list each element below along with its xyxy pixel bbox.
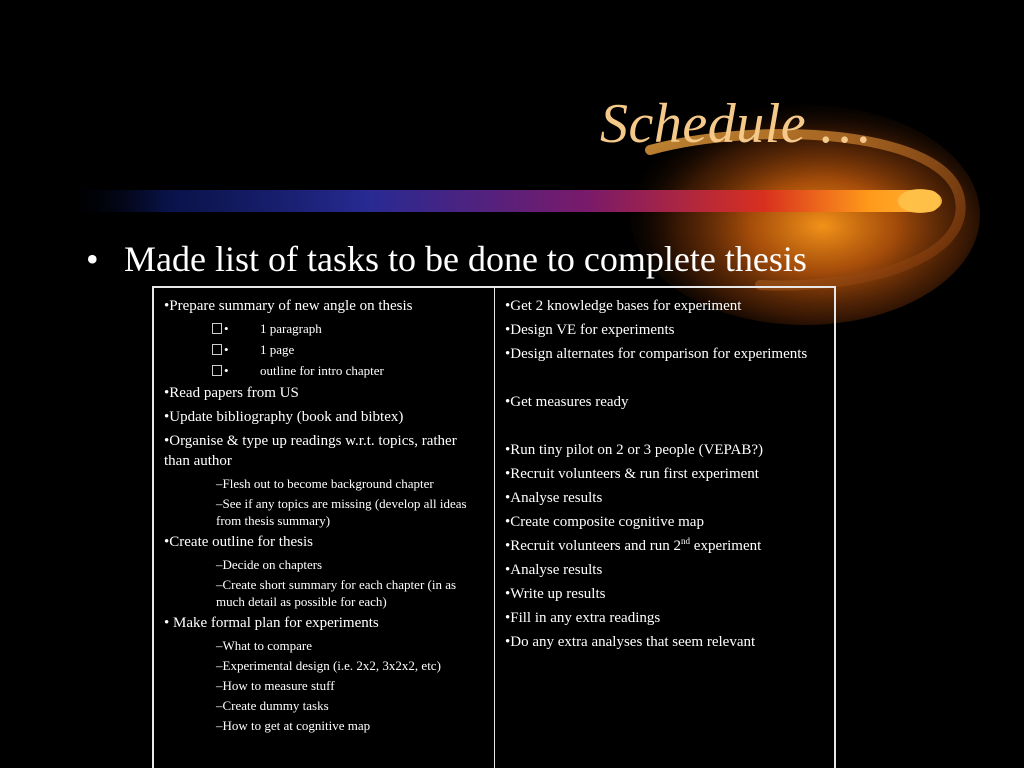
missing-glyph-icon xyxy=(212,365,222,376)
main-bullet xyxy=(86,240,946,280)
ordinal-suffix: nd xyxy=(681,536,691,546)
sub-task-item: –How to get at cognitive map xyxy=(216,718,371,733)
task-item: •Create composite cognitive map xyxy=(505,514,704,530)
sub-bullet-text: 1 page xyxy=(260,342,295,357)
missing-glyph-icon xyxy=(212,344,222,355)
task-item xyxy=(505,536,824,556)
task-item: •Create outline for thesis xyxy=(164,534,313,550)
task-item: •Run tiny pilot on 2 or 3 people (VEPAB?) xyxy=(505,442,764,458)
task-item: •Recruit volunteers & run first experiment xyxy=(505,466,759,482)
spacer xyxy=(505,416,824,440)
task-item: •Read papers from US xyxy=(164,385,299,401)
missing-glyph-icon xyxy=(212,323,222,334)
sub-task-item: –See if any topics are missing (develop all ideas from thesis summary) xyxy=(216,496,467,528)
sub-task-item: –How to measure stuff xyxy=(216,678,335,693)
task-item: •Do any extra analyses that seem relevant xyxy=(505,634,756,650)
task-item: • Make formal plan for experiments xyxy=(164,615,379,631)
sub-task-item: –Create dummy tasks xyxy=(216,698,329,713)
task-table xyxy=(152,286,836,768)
sub-task-item: –Decide on chapters xyxy=(216,557,323,572)
sub-task-item: –Create short summary for each chapter (in as much detail as possible for each) xyxy=(216,577,457,609)
task-item: •Prepare summary of new angle on thesis xyxy=(164,298,413,314)
task-text: •Recruit volunteers and run 2 xyxy=(505,538,682,554)
sub-bullet-item xyxy=(212,362,484,379)
slide-title: Schedule … xyxy=(600,93,871,155)
sub-bullet-item xyxy=(212,320,484,337)
task-column-right xyxy=(495,288,834,768)
task-item: •Design alternates for comparison for experiments xyxy=(505,346,808,362)
spacer xyxy=(505,368,824,392)
sub-bullet-dot: • xyxy=(224,321,229,336)
task-text-tail: experiment xyxy=(690,538,762,554)
sub-bullet-item xyxy=(212,341,484,358)
sub-bullet-dot: • xyxy=(224,363,229,378)
task-item: •Write up results xyxy=(505,586,606,602)
task-item: •Update bibliography (book and bibtex) xyxy=(164,409,404,425)
sub-task-item: –What to compare xyxy=(216,638,313,653)
task-item: •Analyse results xyxy=(505,490,603,506)
task-item: •Organise & type up readings w.r.t. topics, rather than author xyxy=(164,433,457,469)
sub-task-item: –Flesh out to become background chapter xyxy=(216,476,434,491)
sub-bullet-dot: • xyxy=(224,342,229,357)
task-item: •Analyse results xyxy=(505,562,603,578)
task-column-left xyxy=(154,288,495,768)
sub-task-item: –Experimental design (i.e. 2x2, 3x2x2, etc) xyxy=(216,658,441,673)
sub-bullet-text: outline for intro chapter xyxy=(260,363,384,378)
sub-bullet-text: 1 paragraph xyxy=(260,321,322,336)
task-item: •Design VE for experiments xyxy=(505,322,675,338)
task-item: •Fill in any extra readings xyxy=(505,610,661,626)
task-item: •Get measures ready xyxy=(505,394,629,410)
main-bullet-text: Made list of tasks to be done to complete thesis xyxy=(124,239,807,279)
main-bullet-dot: • xyxy=(86,239,99,279)
task-item: •Get 2 knowledge bases for experiment xyxy=(505,298,742,314)
